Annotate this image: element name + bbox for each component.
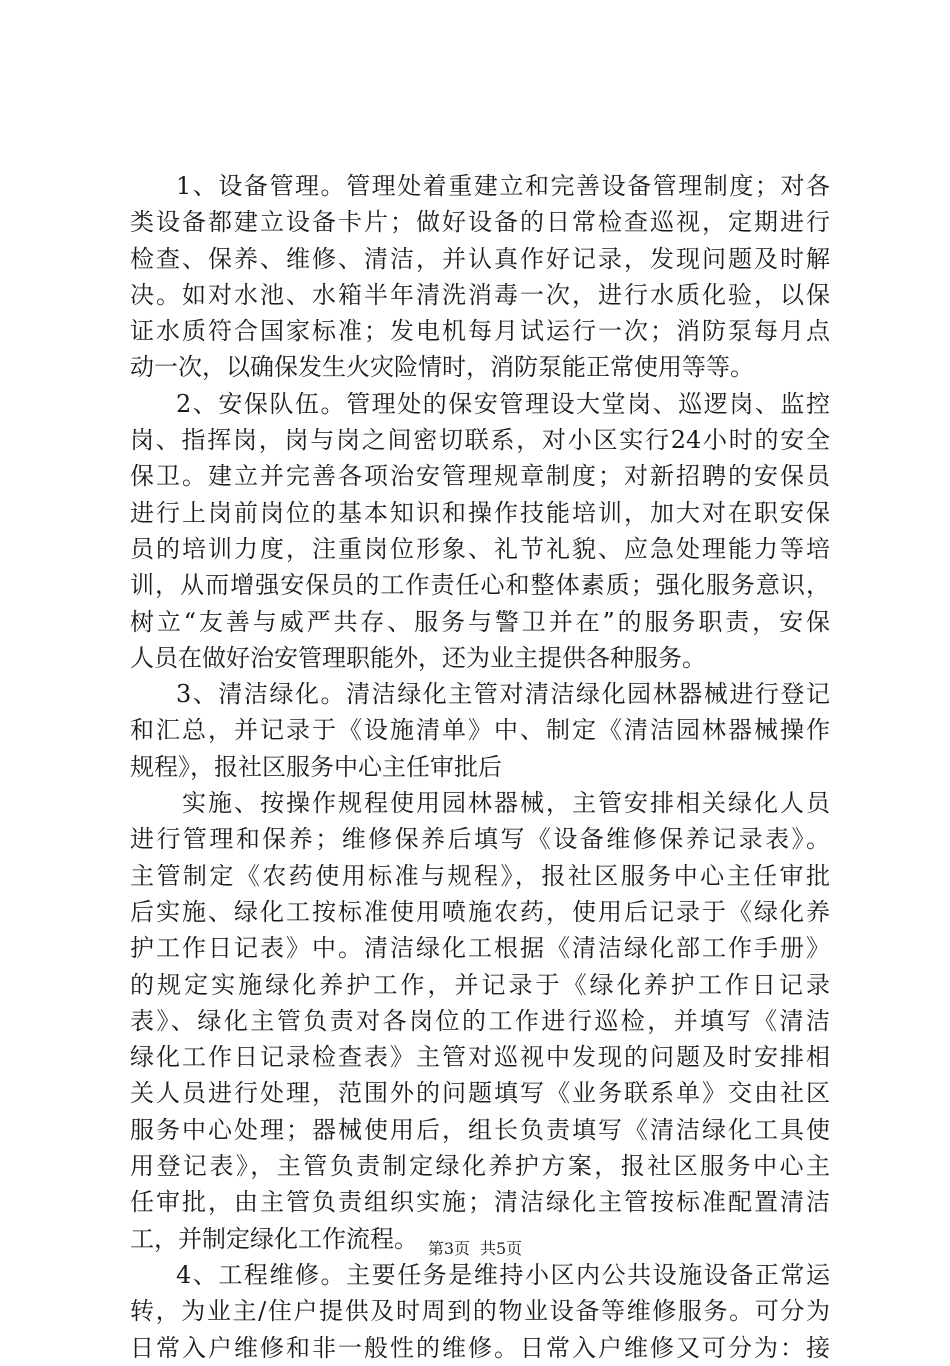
text-line: 实施、按操作规程使用园林器械，主管安排相关绿化人员 — [182, 789, 830, 818]
text-line: 检查、保养、维修、清洁，并认真作好记录，发现问题及时解 — [130, 244, 830, 273]
text-line: 类设备都建立设备卡片；做好设备的日常检查巡视，定期进行 — [130, 208, 830, 237]
text-line: 主管制定《农药使用标准与规程》，报社区服务中心主任审批 — [130, 861, 830, 890]
text-line: 用登记表》，主管负责制定绿化养护方案，报社区服务中心主 — [130, 1152, 830, 1181]
text-line: 关人员进行处理，范围外的问题填写《业务联系单》交由社区 — [130, 1079, 830, 1108]
text-line: 3、清洁绿化。清洁绿化主管对清洁绿化园林器械进行登记 — [176, 680, 830, 709]
text-line: 后实施、绿化工按标准使用喷施农药，使用后记录于《绿化养 — [130, 897, 830, 926]
text-line: 动一次，以确保发生火灾险情时，消防泵能正常使用等等。 — [130, 353, 754, 382]
text-line: 人员在做好治安管理职能外，还为业主提供各种服务。 — [130, 643, 706, 672]
text-line: 和汇总，并记录于《设施清单》中、制定《清洁园林器械操作 — [130, 716, 830, 745]
text-line: 2、安保队伍。管理处的保安管理设大堂岗、巡逻岗、监控 — [176, 389, 830, 418]
text-line: 的规定实施绿化养护工作，并记录于《绿化养护工作日记录 — [130, 970, 830, 999]
text-line: 训，从而增强安保员的工作责任心和整体素质；强化服务意识， — [130, 571, 830, 600]
text-line: 转，为业主/住户提供及时周到的物业设备等维修服务。可分为 — [130, 1297, 830, 1326]
text-line: 服务中心处理；器械使用后，组长负责填写《清洁绿化工具使 — [130, 1115, 830, 1144]
page-footer — [0, 1236, 950, 1259]
page-number-total: 共5页 — [480, 1239, 523, 1258]
text-line: 岗、指挥岗，岗与岗之间密切联系，对小区实行24小时的安全 — [130, 426, 830, 455]
text-line: 任审批，由主管负责组织实施；清洁绿化主管按标准配置清洁 — [130, 1188, 830, 1217]
text-line: 规程》，报社区服务中心主任审批后 — [130, 752, 502, 781]
text-line: 进行上岗前岗位的基本知识和操作技能培训，加大对在职安保 — [130, 498, 830, 527]
text-line: 决。如对水池、水箱半年清洗消毒一次，进行水质化验，以保 — [130, 280, 830, 309]
text-line: 员的培训力度，注重岗位形象、礼节礼貌、应急处理能力等培 — [130, 534, 830, 563]
text-line: 日常入户维修和非一般性的维修。日常入户维修又可分为：接 — [130, 1333, 830, 1362]
text-line: 证水质符合国家标准；发电机每月试运行一次；消防泵每月点 — [130, 317, 830, 346]
text-line: 树立“友善与威严共存、服务与警卫并在”的服务职责，安保 — [130, 607, 830, 636]
document-body — [130, 168, 830, 1366]
text-line: 绿化工作日记录检查表》主管对巡视中发现的问题及时安排相 — [130, 1043, 830, 1072]
text-line: 工，并制定绿化工作流程。 — [130, 1224, 418, 1253]
text-line: 护工作日记表》中。清洁绿化工根据《清洁绿化部工作手册》 — [130, 934, 830, 963]
text-line: 4、工程维修。主要任务是维持小区内公共设施设备正常运 — [176, 1260, 830, 1289]
text-line: 1、设备管理。管理处着重建立和完善设备管理制度；对各 — [176, 172, 830, 200]
text-line: 保卫。建立并完善各项治安管理规章制度；对新招聘的安保员 — [130, 462, 830, 491]
text-line: 表》、绿化主管负责对各岗位的工作进行巡检，并填写《清洁 — [130, 1006, 830, 1035]
text-line: 进行管理和保养；维修保养后填写《设备维修保养记录表》。 — [130, 825, 830, 854]
page-number-current: 第3页 — [427, 1239, 470, 1258]
